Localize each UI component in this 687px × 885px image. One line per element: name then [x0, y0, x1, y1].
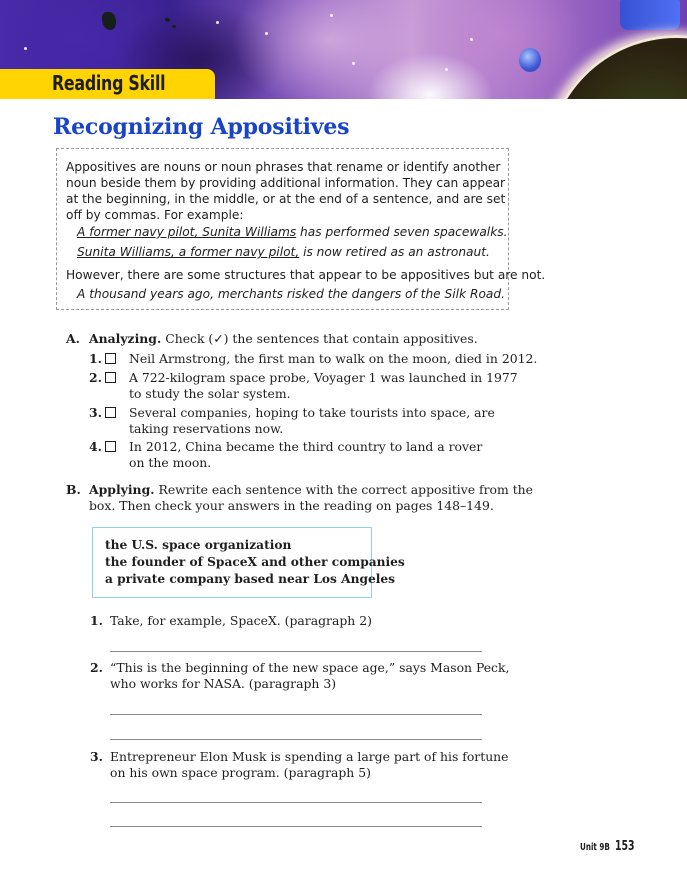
- checkbox[interactable]: [105, 372, 116, 383]
- appositive-option: the U.S. space organization: [105, 538, 292, 552]
- example-rest: has performed seven spacewalks.: [296, 225, 508, 239]
- section-letter: B.: [66, 482, 81, 497]
- item-text: In 2012, China became the third country to land a rover: [129, 439, 483, 454]
- checkbox[interactable]: [105, 441, 116, 452]
- checkbox[interactable]: [105, 407, 116, 418]
- section-letter: A.: [66, 331, 80, 346]
- checkbox[interactable]: [105, 353, 116, 364]
- unit-label: Unit 9B: [580, 842, 610, 853]
- example-rest: is now retired as an astronaut.: [299, 245, 490, 259]
- spaceship-decoration: [620, 0, 680, 30]
- item-number: 3.: [90, 749, 103, 764]
- section-instruction: [89, 331, 478, 347]
- asteroid-decoration: [102, 12, 116, 30]
- answer-line[interactable]: [110, 802, 482, 803]
- appositive-option: a private company based near Los Angeles: [105, 572, 395, 586]
- info-box: [56, 148, 546, 310]
- item-number: 4.: [89, 439, 102, 454]
- appositive-option: the founder of SpaceX and other companies: [105, 555, 405, 569]
- appositive-underlined: Sunita Williams, a former navy pilot,: [77, 245, 300, 259]
- star-decoration: [445, 68, 448, 71]
- moon-decoration: [519, 48, 541, 72]
- star-decoration: [352, 62, 355, 65]
- asteroid-decoration: [172, 25, 176, 28]
- answer-line[interactable]: [110, 651, 482, 652]
- info-paragraph: Appositives are nouns or noun phrases that rename or identify another noun beside them by providing additional information. They can appear at the beginning, in the middle, or at the end of a sentence, and are set off by commas. For example:: [66, 160, 506, 222]
- planet-decoration: [545, 35, 687, 99]
- star-decoration: [216, 21, 219, 24]
- answer-line[interactable]: [110, 714, 482, 715]
- star-decoration: [330, 14, 333, 17]
- instruction-text: box. Then check your answers in the reading on pages 148–149.: [89, 498, 494, 513]
- section-heading: Applying.: [89, 482, 155, 497]
- item-text: Several companies, hoping to take tourists into space, are: [129, 405, 495, 420]
- non-example-sentence: A thousand years ago, merchants risked the dangers of the Silk Road.: [77, 287, 505, 301]
- example-sentence: [77, 244, 490, 260]
- item-number: 1.: [90, 613, 103, 628]
- appositive-underlined: A former navy pilot, Sunita Williams: [77, 225, 297, 239]
- answer-line[interactable]: [110, 739, 482, 740]
- page-number: 153: [615, 839, 635, 854]
- section-heading: Analyzing.: [89, 331, 162, 346]
- asteroid-decoration: [165, 18, 170, 22]
- item-text: “This is the beginning of the new space age,” says Mason Peck,: [110, 660, 510, 675]
- instruction-text: Rewrite each sentence with the correct appositive from the: [158, 482, 533, 497]
- item-text: on his own space program. (paragraph 5): [110, 765, 371, 780]
- star-decoration: [470, 38, 473, 41]
- item-number: 1.: [89, 351, 102, 366]
- instruction-text: Check (✓) the sentences that contain appositives.: [165, 331, 478, 346]
- item-text: Take, for example, SpaceX. (paragraph 2): [110, 613, 372, 628]
- item-text: Entrepreneur Elon Musk is spending a large part of his fortune: [110, 749, 509, 764]
- item-number: 2.: [90, 660, 103, 675]
- answer-line[interactable]: [110, 826, 482, 827]
- item-number: 3.: [89, 405, 102, 420]
- star-decoration: [265, 32, 268, 35]
- item-text: Neil Armstrong, the first man to walk on the moon, died in 2012.: [129, 351, 538, 366]
- header-banner-image: [0, 0, 687, 99]
- item-text: taking reservations now.: [129, 421, 284, 436]
- item-text: A 722-kilogram space probe, Voyager 1 was launched in 1977: [129, 370, 518, 385]
- item-text: to study the solar system.: [129, 386, 291, 401]
- item-number: 2.: [89, 370, 102, 385]
- appositive-word-box: [92, 527, 405, 598]
- item-text: on the moon.: [129, 455, 212, 470]
- section-instruction: [89, 482, 533, 498]
- section-tab: [0, 69, 215, 99]
- star-decoration: [24, 47, 27, 50]
- info-paragraph: However, there are some structures that appear to be appositives but are not.: [66, 268, 546, 282]
- example-sentence: [77, 224, 507, 240]
- page-title: Recognizing Appositives: [53, 114, 350, 140]
- item-text: who works for NASA. (paragraph 3): [110, 676, 337, 691]
- section-tab-label: Reading Skill: [52, 71, 166, 95]
